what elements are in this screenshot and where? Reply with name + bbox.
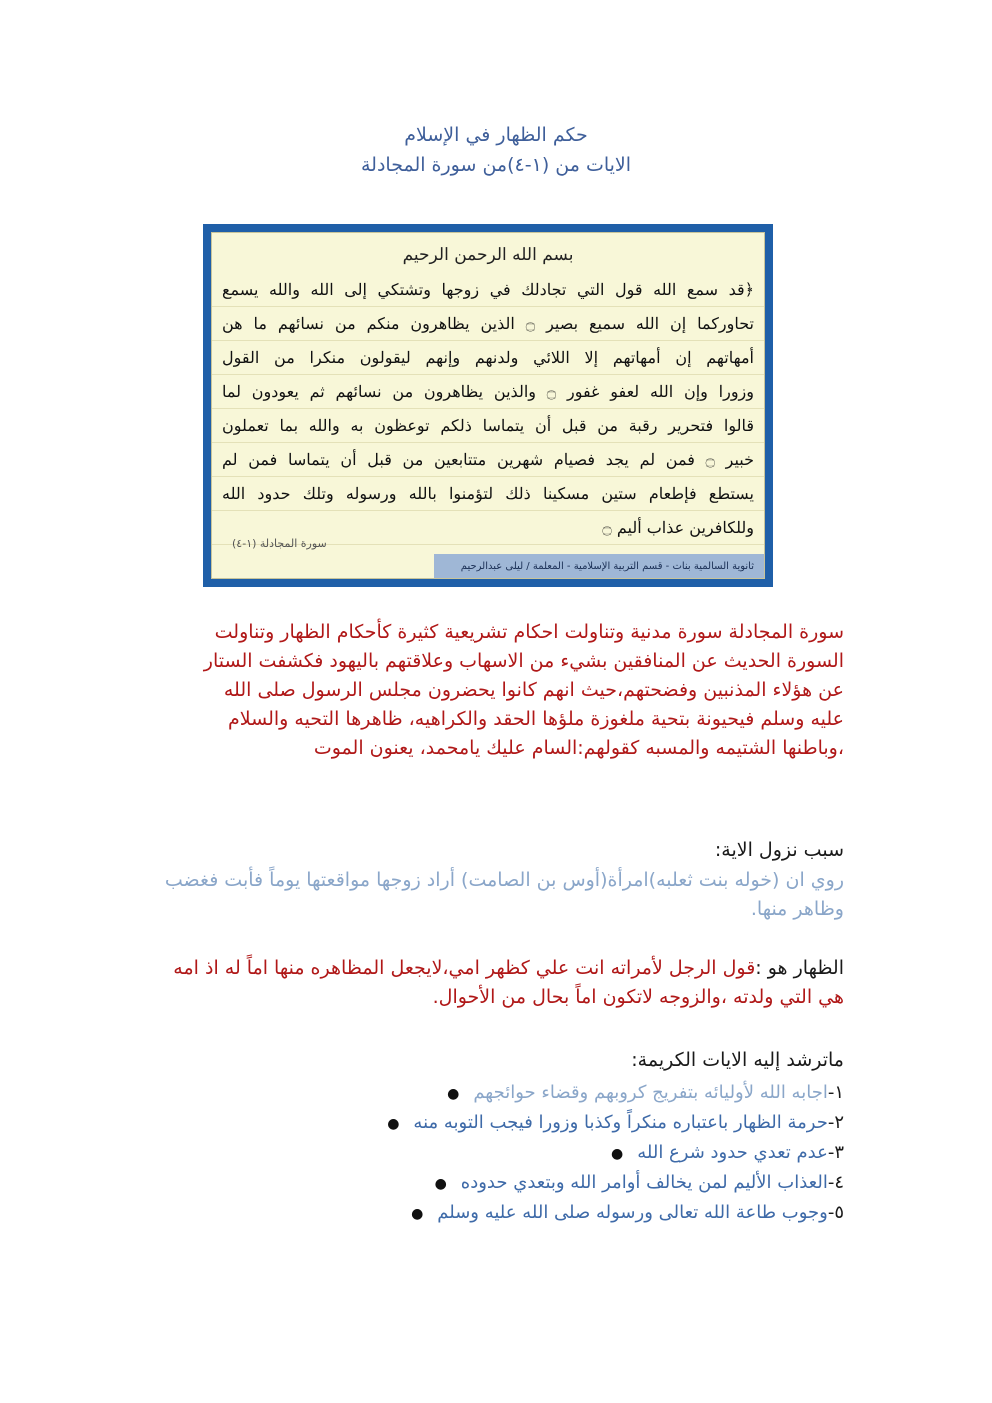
- zihar-label: الظهار هو :: [755, 957, 844, 979]
- bullet-icon: ●: [387, 1116, 400, 1132]
- item-text: وجوب طاعة الله تعالى ورسوله صلى الله عليه وسلم: [437, 1202, 828, 1223]
- item-number: ٤-: [827, 1172, 844, 1193]
- quran-page: [211, 232, 765, 579]
- surah-label: سورة المجادلة (١-٤): [232, 537, 327, 550]
- page-title: حكم الظهار في الإسلام: [404, 124, 588, 146]
- zihar-definition: [144, 954, 844, 1012]
- cause-heading: سبب نزول الاية:: [714, 839, 844, 861]
- title-block: [0, 120, 992, 180]
- item-number: ٣-: [827, 1142, 844, 1163]
- basmala: بسم الله الرحمن الرحيم: [402, 245, 574, 265]
- guidance-heading: ماترشد إليه الايات الكريمة:: [631, 1049, 844, 1071]
- verse-line: وزورا وإن الله لعفو غفور ۝ والذين يظاهرون من نسائهم ثم يعودون لما: [212, 375, 764, 409]
- item-text: العذاب الأليم لمن يخالف أوامر الله وبتعدي حدوده: [460, 1172, 828, 1193]
- item-number: ١-: [827, 1082, 844, 1103]
- verse-line: قالوا فتحرير رقبة من قبل أن يتماسا ذلكم توعظون به والله بما تعملون: [212, 409, 764, 443]
- bullet-icon: ●: [611, 1146, 624, 1162]
- intro-paragraph: سورة المجادلة سورة مدنية وتناولت احكام تشريعية كثيرة كأحكام الظهار وتناولت السورة الحديث عن المنافقين بشيء من الاسهاب وعلاقتهم باليهود فكشفت الستار عن هؤلاء المذنبين وفضحتهم،حيث انهم كانوا يحضرون مجلس الرسول صلى الله عليه وسلم فيحيونة بتحية ملغوزة ملؤها الحقد والكراهيه، ظاهرها التحيه والسلام ،وباطنها الشتيمه والمسبه كقولهم:السام عليك يامحمد، يعنون الموت: [203, 621, 844, 759]
- school-credit: ثانوية السالمية بنات - قسم التربية الإسلامية - المعلمة / ليلى عبدالرحيم: [434, 554, 764, 578]
- bullet-icon: ●: [434, 1176, 447, 1192]
- quran-verses-image: [203, 224, 773, 587]
- list-item: [144, 1138, 844, 1168]
- bullet-icon: ●: [447, 1086, 460, 1102]
- item-text: اجابه الله لأوليائه بتفريج كروبهم وقضاء حوائجهم: [473, 1082, 828, 1103]
- verse-line: أمهاتهم إن أمهاتهم إلا اللائي ولدنهم وإنهم ليقولون منكرا من القول: [212, 341, 764, 375]
- item-number: ٥-: [827, 1202, 844, 1223]
- image-footer: [212, 554, 764, 578]
- bullet-icon: ●: [411, 1206, 424, 1222]
- page-subtitle: الايات من (١-٤)من سورة المجادلة: [360, 154, 632, 176]
- item-text: عدم تعدي حدود شرع الله: [637, 1142, 828, 1163]
- zihar-text: قول الرجل لأمراته انت علي كظهر امي،لايجعل المظاهره منها اماً له اذ امه هي التي ولدته ،والزوجه لاتكون اماً بحال من الأحوال.: [173, 957, 844, 1008]
- list-item: [144, 1168, 844, 1198]
- guidance-list: [144, 1078, 844, 1228]
- list-item: [144, 1108, 844, 1138]
- verse-line: وللكافرين عذاب أليم ۝: [212, 511, 764, 545]
- item-number: ٢-: [827, 1112, 844, 1133]
- verse-line: يستطع فإطعام ستين مسكينا ذلك لتؤمنوا بالله ورسوله وتلك حدود الله: [212, 477, 764, 511]
- verse-line: تحاوركما إن الله سميع بصير ۝ الذين يظاهرون منكم من نسائهم ما هن: [212, 307, 764, 341]
- verse-line: ﴿قد سمع الله قول التي تجادلك في زوجها وتشتكي إلى الله والله يسمع: [212, 273, 764, 307]
- cause-body: روي ان (خوله بنت ثعلبه)امرأة(أوس بن الصامت) أراد زوجها مواقعتها يوماً فأبت فغضب وظاهر منها.: [164, 869, 844, 920]
- item-text: حرمة الظهار باعتباره منكراً وكذبا وزورا فيجب التوبه منه: [413, 1112, 828, 1133]
- list-item: [144, 1198, 844, 1228]
- verse-line: خبير ۝ فمن لم يجد فصيام شهرين متتابعين من قبل أن يتماسا فمن لم: [212, 443, 764, 477]
- list-item: [144, 1078, 844, 1108]
